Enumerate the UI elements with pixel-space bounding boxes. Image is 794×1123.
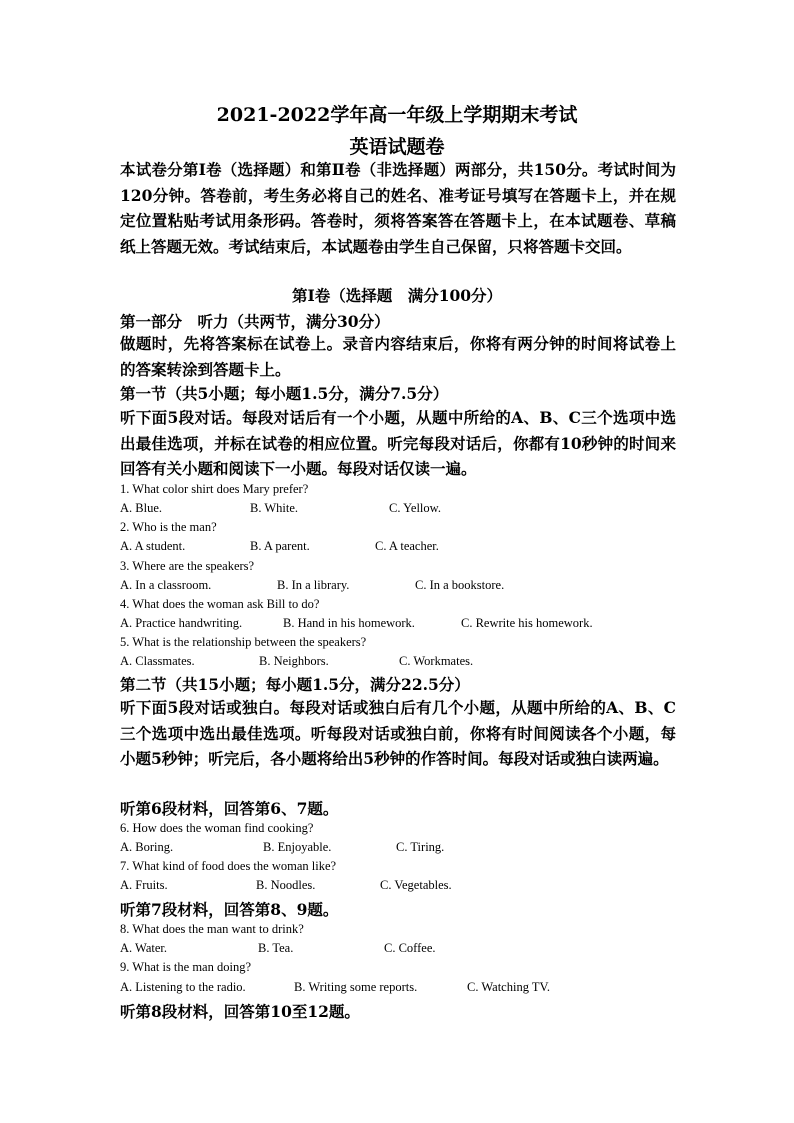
option-b: B. Writing some reports. [294, 980, 418, 994]
option-a: A. Classmates. [120, 654, 195, 668]
option-b: B. In a library. [277, 578, 350, 592]
option-b: B. Noodles. [256, 878, 316, 892]
option-c: C. Rewrite his homework. [461, 616, 593, 630]
option-c: C. Yellow. [389, 501, 441, 515]
section-one-title: 第一节（共5小题；每小题1.5分，满分7.5分） [120, 384, 449, 403]
section-two-title: 第二节（共15小题；每小题1.5分，满分22.5分） [120, 675, 470, 694]
question-text: 9. What is the man doing? [120, 960, 251, 974]
option-a: A. Water. [120, 941, 168, 955]
part-one-instructions: 做题时，先将答案标在试卷上。录音内容结束后，你将有两分钟的时间将试卷上的答案转涂到答题卡上。 [120, 334, 676, 379]
volume-title: 第Ⅰ卷（选择题 满分100分） [291, 286, 503, 305]
question-text: 7. What kind of food does the woman like? [120, 859, 337, 873]
option-b: B. A parent. [250, 539, 310, 553]
option-b: B. Enjoyable. [263, 840, 332, 854]
question-text: 1. What color shirt does Mary prefer? [120, 482, 309, 496]
option-b: B. White. [250, 501, 299, 515]
material-eight-heading: 听第8段材料，回答第10至12题。 [120, 1002, 360, 1021]
option-b: B. Hand in his homework. [283, 616, 415, 630]
material-seven-heading: 听第7段材料，回答第8、9题。 [120, 900, 339, 919]
question-text: 4. What does the woman ask Bill to do? [120, 597, 320, 611]
option-a: A. Listening to the radio. [120, 980, 246, 994]
option-a: A. Practice handwriting. [120, 616, 243, 630]
option-c: C. A teacher. [375, 539, 439, 553]
option-a: A. Fruits. [120, 878, 168, 892]
option-c: C. Workmates. [399, 654, 474, 668]
section-one-instructions: 听下面5段对话。每段对话后有一个小题，从题中所给的A、B、C三个选项中选出最佳选项，并标在试卷的相应位置。听完每段对话后，你都有10秒钟的时间来回答有关小题和阅读下一小题。每段对话仅读一遍。 [120, 408, 676, 478]
option-c: C. Vegetables. [380, 878, 452, 892]
part-one-title: 第一部分 听力（共两节，满分30分） [120, 312, 390, 331]
material-six-heading: 听第6段材料，回答第6、7题。 [120, 799, 339, 818]
question-text: 3. Where are the speakers? [120, 559, 255, 573]
option-b: B. Neighbors. [259, 654, 329, 668]
exam-subtitle: 英语试题卷 [349, 136, 445, 158]
option-a: A. Blue. [120, 501, 163, 515]
option-a: A. A student. [120, 539, 186, 553]
question-text: 2. Who is the man? [120, 520, 217, 534]
exam-intro: 本试卷分第Ⅰ卷（选择题）和第Ⅱ卷（非选择题）两部分，共150分。考试时间为120分钟。答卷前，考生务必将自己的姓名、准考证号填写在答题卡上，并在规定位置粘贴考试用条形码。答卷时，须将答案答在答题卡上，在本试题卷、草稿纸上答题无效。考试结束后，本试题卷由学生自己保留，只将答题卡交回。 [120, 160, 676, 256]
option-c: C. Watching TV. [467, 980, 551, 994]
option-a: A. Boring. [120, 840, 174, 854]
exam-title: 2021-2022学年高一年级上学期期末考试 [216, 104, 578, 126]
option-b: B. Tea. [258, 941, 294, 955]
section-two-instructions: 听下面5段对话或独白。每段对话或独白后有几个小题，从题中所给的A、B、C三个选项中选出最佳选项。听每段对话或独白前，你将有时间阅读各个小题，每小题5秒钟；听完后，各小题将给出5秒钟的作答时间。每段对话或独白读两遍。 [120, 698, 676, 768]
question-text: 8. What does the man want to drink? [120, 922, 304, 936]
option-c: C. Tiring. [396, 840, 445, 854]
question-text: 6. How does the woman find cooking? [120, 821, 314, 835]
option-c: C. In a bookstore. [415, 578, 505, 592]
option-c: C. Coffee. [384, 941, 436, 955]
question-text: 5. What is the relationship between the speakers? [120, 635, 367, 649]
option-a: A. In a classroom. [120, 578, 212, 592]
